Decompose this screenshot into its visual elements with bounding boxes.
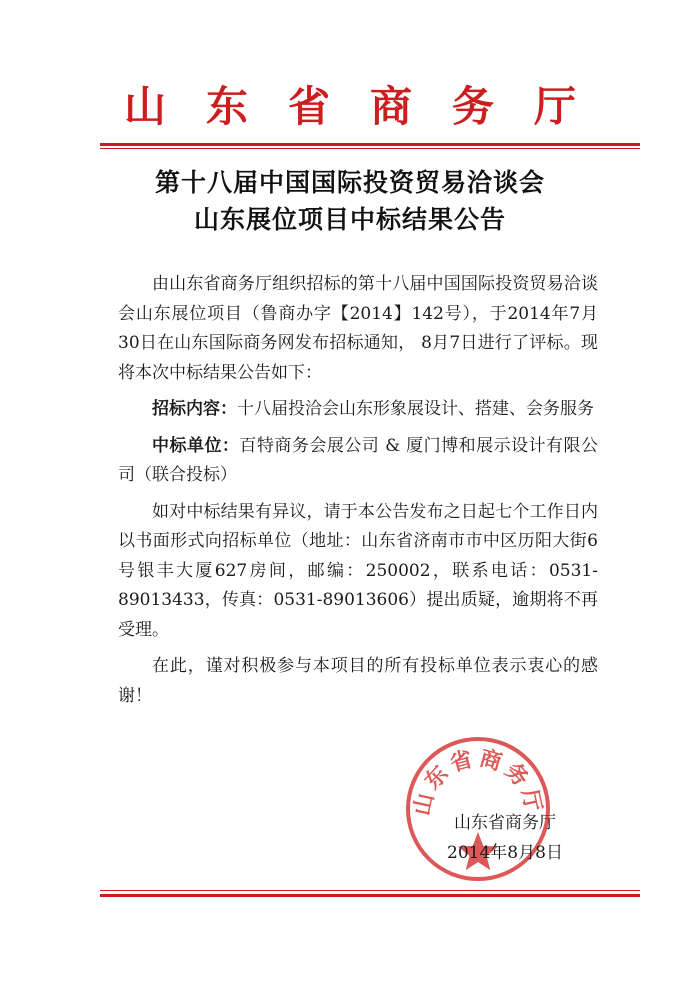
- intro-paragraph: 由山东省商务厅组织招标的第十八届中国国际投资贸易洽谈会山东展位项目（鲁商办字【2014】142号），于2014年7月30日在山东国际商务网发布招标通知， 8月7日进行了评标。现将本次中标结果公告如下：: [118, 274, 598, 383]
- seal-text: 山东省商务厅: [408, 744, 548, 818]
- footer-rule-thick: [100, 894, 640, 897]
- winner-label: 中标单位：: [152, 435, 240, 456]
- winner-text: 百特商务会展公司 & 厦门博和展示设计有限公司（联合投标）: [118, 435, 598, 485]
- footer-rule-thin: [100, 890, 640, 891]
- content-paragraph: [118, 395, 598, 425]
- thanks-paragraph: 在此，谨对积极参与本项目的所有投标单位表示衷心的感谢！: [118, 656, 598, 706]
- content-label: 招标内容：: [152, 399, 237, 419]
- content-text: 十八届投洽会山东形象展设计、搭建、会务服务: [237, 399, 594, 419]
- objection-paragraph: 如对中标结果有异议，请于本公告发布之日起七个工作日内以书面形式向招标单位（地址：山东省济南市市中区历阳大街6号银丰大厦627房间，邮编：250002，联系电话：0531-89013433，传真：0531-89013606）提出质疑，逾期将不再受理。: [118, 501, 598, 640]
- letterhead-rule-thick: [100, 143, 640, 146]
- winner-paragraph: [118, 432, 598, 491]
- signature-org: 山东省商务厅: [454, 813, 556, 833]
- signature-date: 2014年8月8日: [447, 843, 563, 863]
- document-title-line2: 山东展位项目中标结果公告: [193, 205, 506, 234]
- document-body: [118, 270, 598, 711]
- letterhead-rule-thin: [100, 148, 640, 149]
- document-title-line1: 第十八届中国国际投资贸易洽谈会: [154, 168, 545, 197]
- letterhead-title: 山东省商务厅: [123, 82, 616, 131]
